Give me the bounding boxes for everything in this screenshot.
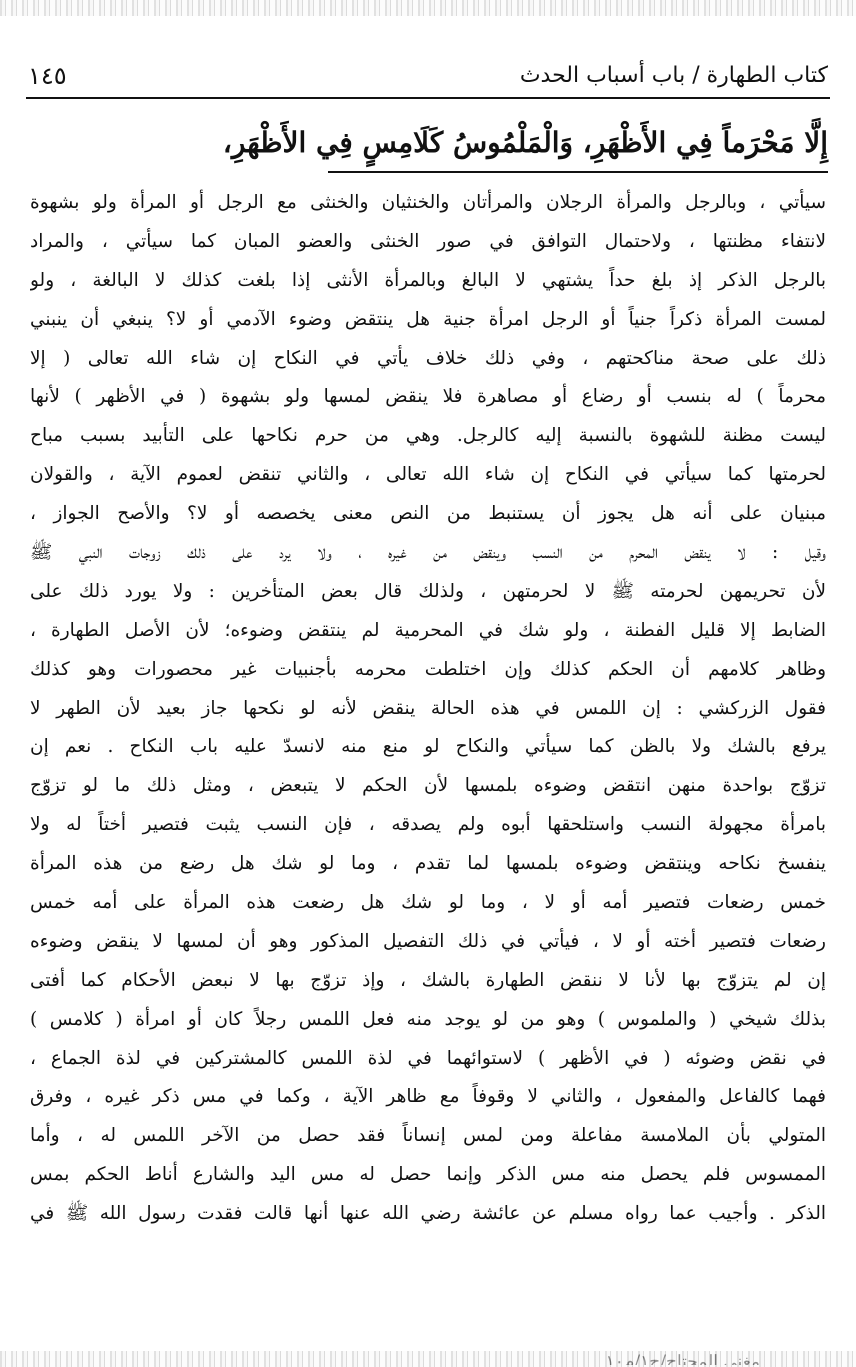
text-line: الضابط إلا قليل الفطنة ، ولو شك في المحرمية لم ينتقض وضوءه؛ لأن الأصل الطهارة ، [30, 619, 826, 641]
text-line: رضعات فتصير أخته أو لا ، فيأتي في ذلك التفصيل المذكور وهو أن لمسها لا ينقض وضوءه [30, 930, 826, 952]
running-title: كتاب الطهارة / باب أسباب الحدث [519, 63, 828, 88]
matn-text: إِلَّا مَحْرَماً فِي الأَظْهَرِ، وَالْمَلْمُوسُ كَلَامِسٍ فِي الأَظْهَرِ، [222, 126, 828, 159]
text-line: ذلك على صحة مناكحتهم ، وفي ذلك خلاف يأتي في النكاح إن شاء الله تعالى ( إلا [30, 347, 826, 369]
text-line: ليست مظنة للشهوة بالنسبة إليه كالرجل. وهي من حرم نكاحها على التأبيد بسبب مباح [30, 425, 826, 447]
text-line: بذلك شيخي ( والملموس ) وهو من لو يوجد منه فعل اللمس رجلاً كان أو امرأة ( كلامس ) [30, 1008, 826, 1030]
text-line: لحرمتها كما سيأتي في النكاح إن شاء الله تعالى ، والثاني تنقض لعموم الآية ، والقولان [30, 464, 826, 486]
text-line: في نقض وضوئه ( في الأظهر ) لاستوائهما في لذة اللمس كالمشتركين في لذة الجماع ، [30, 1047, 826, 1069]
page-header [28, 56, 828, 96]
text-line: الذكر . وأجيب عما رواه مسلم عن عائشة رضي الله عنها أنها قالت فقدت رسول الله ﷺ في [30, 1203, 826, 1225]
scan-edge-bottom [0, 1351, 856, 1367]
text-line: الممسوس فلم يحصل منه مس الذكر وإنما حصل له مس اليد والشارع أناط الحكم بمس [30, 1164, 826, 1186]
text-line: فهما كالفاعل والمفعول ، والثاني لا وقوفاً مع ظاهر الآية ، وكما في مس ذكر غيره ، وفرق [30, 1086, 826, 1108]
commentary-text [30, 184, 826, 1234]
text-line: إن لم يتزوّج بها لأنا لا ننقض الطهارة بالشك ، وإذ تزوّج بها لا نبعض الأحكام كما أفتى [30, 969, 826, 991]
text-line: مبنيان على أنه هل يجوز أن يستنبط من النص معنى يخصصه أو لا؟ والأصح الجواز ، [30, 503, 826, 525]
text-line: وظاهر كلامهم أن الحكم كذلك وإن اختلطت محرمه بأجنبيات غير محصورات وهو كذلك [30, 658, 826, 680]
matn-underline [328, 171, 828, 173]
text-line: بالرجل الذكر إذ بلغ حداً يشتهي لا البالغ وبالمرأة الأنثى إذا بلغت كذلك لا البالغة ، ولو [30, 269, 826, 291]
header-rule [26, 97, 830, 99]
text-line: لانتفاء مظنتها ، ولاحتمال التوافق في صور الخنثى والعضو المبان كما سيأتي ، والمراد [30, 230, 826, 252]
text-line: تزوّج بواحدة منهن انتقض وضوءه بلمسها لأن الحكم لا يتبعض ، ومثل ذلك ما لو تزوّج [30, 775, 826, 797]
text-line: المتولي بأن الملامسة مفاعلة ومن لمس إنساناً فقد حصل من الآخر اللمس له ، وأما [30, 1125, 826, 1147]
scan-edge-top [0, 0, 856, 16]
text-line: سيأتي ، وبالرجل والمرأة الرجلان والمرأتان والخنثيان والخنثى مع الرجل أو المرأة ولو بشهوة [30, 192, 826, 213]
text-line: فقول الزركشي : إن اللمس في هذه الحالة ينقض لأنه لو نكحها جاز بعيد لأن الطهر لا [30, 697, 826, 719]
text-line: خمس رضعات فتصير أمه أو لا ، وما لو شك هل رضعت هذه المرأة على أمه خمس [30, 892, 826, 914]
text-line: يرفع بالشك ولا بالظن كما سيأتي والنكاح لو منع منه لانسدّ عليه باب النكاح . نعم إن [30, 736, 826, 758]
text-line: محرماً ) له بنسب أو رضاع أو مصاهرة فلا ينقض لمسها ولو بشهوة ( في الأظهر ) لأنها [30, 386, 826, 408]
text-line: ينفسخ نكاحه وينتقض وضوءه بلمسها لما تقدم ، وما لو شك هل رضع من هذه المرأة [30, 853, 826, 875]
text-line: لأن تحريمهن لحرمته ﷺ لا لحرمتهن ، ولذلك قال بعض المتأخرين : ولا يورد ذلك على [30, 580, 826, 602]
text-line: بامرأة مجهولة النسب واستلحقها أبوه ولم يصدقه ، فإن النسب يثبت فتصير أختاً له ولا [30, 814, 826, 836]
page-number: ١٤٥ [28, 62, 67, 90]
text-line: لمست المرأة ذكراً جنياً أو الرجل امرأة جنية هل ينتقض وضوء الآدمي أو لا؟ ينبغي أن ينبني [30, 308, 826, 330]
text-line: وقيل : لا ينقض المحرم من النسب وينقض من غيره ، ولا يرد على ذلك زوجات النبي ﷺ [30, 542, 826, 564]
